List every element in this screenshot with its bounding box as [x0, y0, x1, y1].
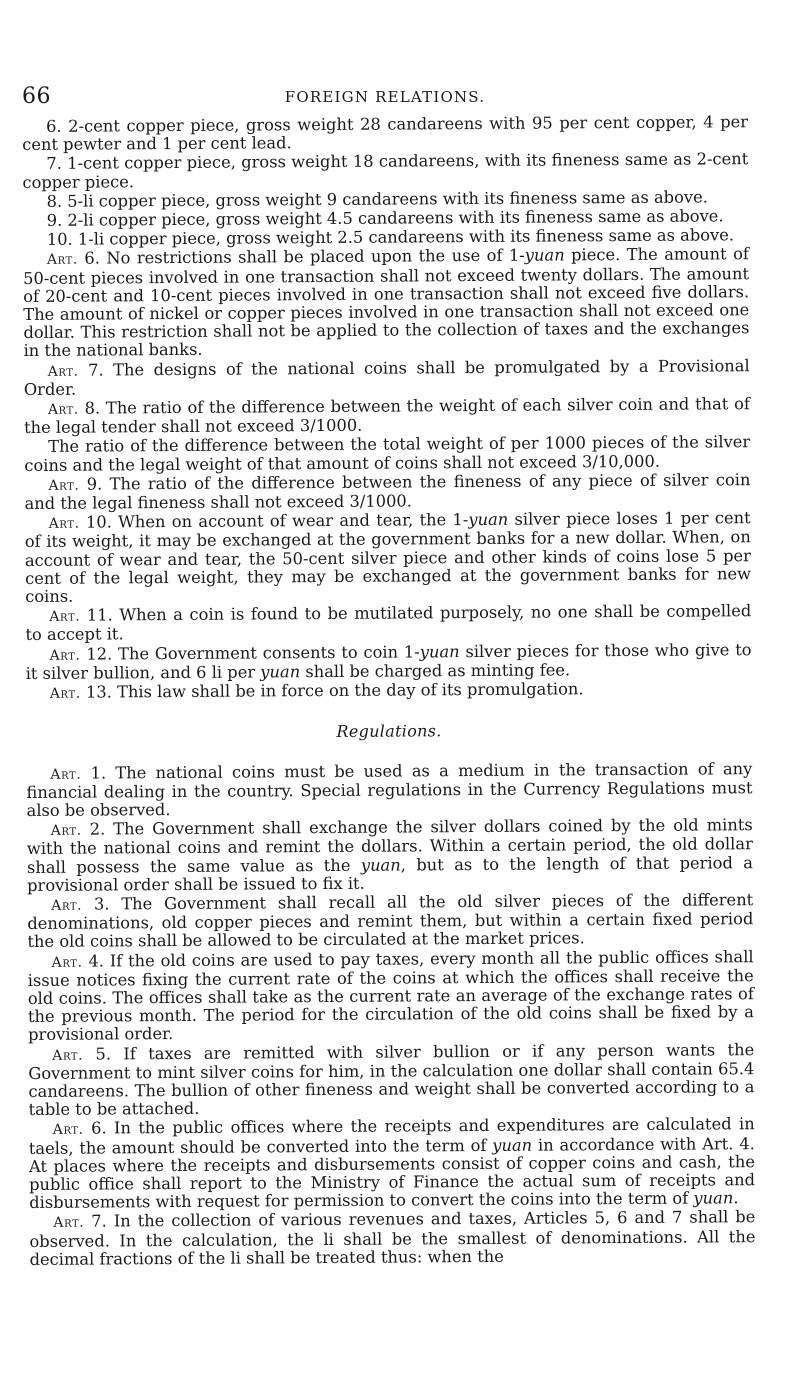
regulation-article-7: Art. 7. In the collection of various revenues and taxes, Articles 5, 6 and 7 shall be observed. In the calculation, the li shall be the smallest of denominations. All the decimal fractions of the li shall be treated thus: when the [29, 1207, 756, 1269]
law-article-9: Art. 9. The ratio of the difference between the fineness of any piece of silver coin and the legal fineness shall not exceed 3/1000. [24, 470, 751, 514]
regulation-article-5: Art. 5. If taxes are remitted with silver bullion or if any person wants the Government to mint silver coins for him, in the calculation one dollar shall contain 65.4 candareens. The bullion of other fineness and weight shall be converted according to a table to be attached. [28, 1039, 755, 1120]
regulation-article-3: Art. 3. The Government shall recall all the old silver pieces of the different denominations, old copper pieces and remint them, but within a certain fixed period the old coins shall be allowed to be circulated at the market prices. [27, 890, 754, 952]
list-item: 6. 2-cent copper piece, gross weight 28 candareens with 95 per cent copper, 4 per cent pewter and 1 per cent lead. [22, 112, 749, 155]
law-article-7: Art. 7. The designs of the national coins shall be promulgated by a Provisional Order. [23, 355, 750, 399]
regulation-article-4: Art. 4. If the old coins are used to pay taxes, every month all the public offices shall issue notices fixing the current rate of the coins at which the offices shall receive the old coins. The offices shall take as the current rate an average of the exchange rates of the previous month. The period for the circulation of the old coins shall be fixed by a provisional order. [27, 946, 755, 1045]
ratio-paragraph: The ratio of the difference between the total weight of per 1000 pieces of the silver coins and the legal weight of that amount of coins shall not exceed 3/10,000. [24, 432, 751, 475]
law-article-6: Art. 6. No restrictions shall be placed upon the use of 1-yuan piece. The amount of 50-cent pieces involved in one transaction shall not exceed twenty dollars. The amount of 20-cent and 10-cent pieces involved in one transaction shall not exceed five dollars. The amount of nickel or copper pieces involved in one transaction shall not exceed one dollar. This restriction shall not be applied to the collection of taxes and the exchanges in the national banks. [22, 244, 750, 361]
regulation-article-1: Art. 1. The national coins must be used as a medium in the transaction of any financial dealing in the country. Special regulations in the Currency Regulations must also be observed. [26, 758, 753, 820]
list-item: 9. 2-li copper piece, gross weight 4.5 candareens with its fineness same as above. [46, 206, 724, 230]
page-number: 66 [22, 84, 51, 109]
running-head: FOREIGN RELATIONS. [284, 88, 486, 106]
list-item: 8. 5-li copper piece, gross weight 9 candareens with its fineness same as above. [46, 187, 708, 211]
law-article-11: Art. 11. When a coin is found to be mutilated purposely, no one shall be compelled to accept it. [25, 601, 752, 645]
regulation-article-2: Art. 2. The Government shall exchange the silver dollars coined by the old mints with the national coins and remint the dollars. Within a certain period, the old dollar shall possess the same value as the yuan, but as to the length of that period a provisional order shall be issued to fix it. [26, 815, 754, 895]
law-article-8: Art. 8. The ratio of the difference between the weight of each silver coin and that of the legal tender shall not exceed 3/1000. [23, 394, 750, 438]
list-item: 10. 1-li copper piece, gross weight 2.5 candareens with its fineness same as above. [46, 225, 735, 250]
law-article-12: Art. 12. The Government consents to coin 1-yuan silver pieces for those who give to it silver bullion, and 6 li per yuan shall be charged as minting fee. [25, 639, 752, 683]
body-text [22, 113, 756, 1269]
law-article-13: Art. 13. This law shall be in force on the day of its promulgation. [49, 679, 584, 702]
document-page [22, 84, 756, 1269]
list-item: 7. 1-cent copper piece, gross weight 18 candareens, with its fineness same as 2-cent copper piece. [22, 149, 749, 192]
law-article-10: Art. 10. When on account of wear and tear, the 1-yuan silver piece loses 1 per cent of its weight, it may be exchanged at the government banks for a new dollar. When, on account of wear and tear, the 50-cent silver piece and other kinds of coins lose 5 per cent of the legal weight, they may be exchanged at the government banks for new coins. [24, 508, 752, 607]
section-title: Regulations. [336, 721, 442, 742]
regulation-article-6: Art. 6. In the public offices where the receipts and expenditures are calculated in taels, the amount should be converted into the term of yuan in accordance with Art. 4. At places where the receipts and disbursements consist of copper coins and cash, the public office shall report to the Ministry of Finance the actual sum of receipts and disbursements with request for permission to convert the coins into the term of yuan. [28, 1114, 756, 1213]
